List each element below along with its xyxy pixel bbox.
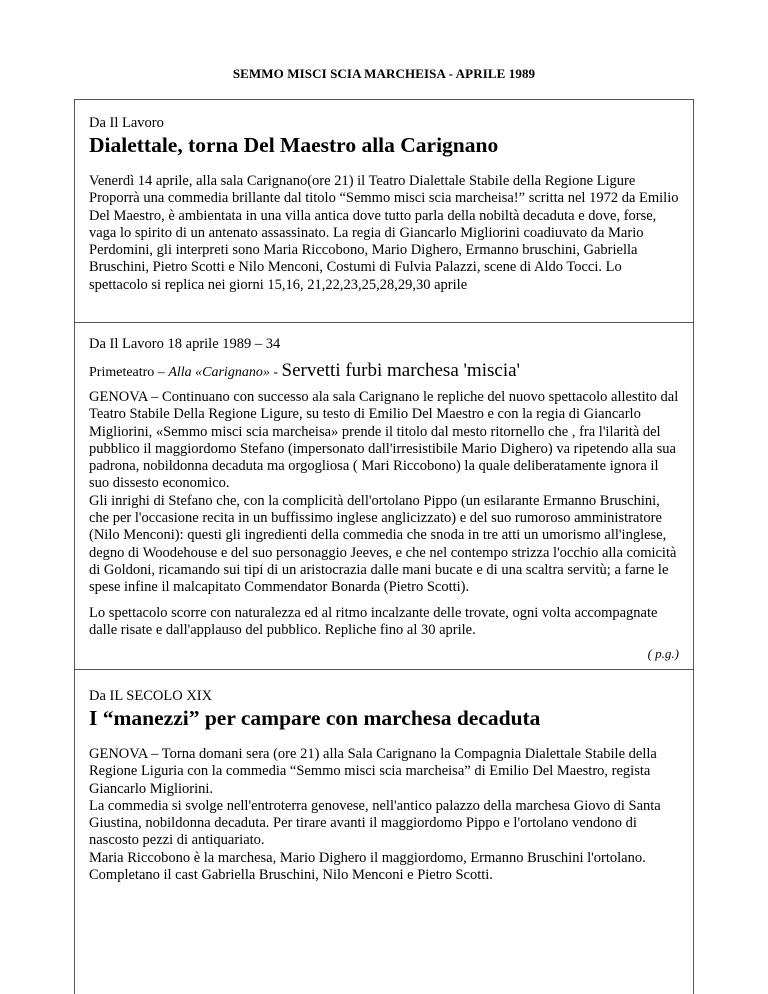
article-paragraph: La commedia si svolge nell'entroterra genovese, nell'antico palazzo della marchesa Giovo di Santa Giustina, nobildonna decaduta. Per tirare avanti il maggiordomo Pippo e l'ortolano vendono di nascosto pezzi di antiquariato. [89, 797, 661, 849]
article-paragraph: Maria Riccobono è la marchesa, Mario Dighero il maggiordomo, Ermanno Bruschini l'ortolano. Completano il cast Gabriella Bruschini, Nilo Menconi e Pietro Scotti. [89, 849, 646, 884]
article-paragraph: Gli inrighi di Stefano che, con la complicità dell'ortolano Pippo (un esilarante Ermanno Bruschini, che per l'occasione recita in un buffissimo inglese anglicizzato) e del suo rumoroso amministratore (Nilo Menconi): questi gli ingredienti della commedia che snoda in tre atti un umorismo all'inglese, degno di Woodehouse e del suo personaggio Jeeves, e che nel contempo strizza l'occhio alla comicità di Goldoni, ricamando sui tipi di un aristocrazia dalle mani bucate e di una scaltra servitù; a farne le spese infine il malcapitato Commendator Bonarda (Pietro Scotti). [89, 492, 677, 596]
kicker-venue: Alla «Carignano» [168, 365, 270, 380]
article-paragraph: Lo spettacolo scorre con naturalezza ed al ritmo incalzante delle trovate, ogni volta accompagnate dalle risate e dall'applauso del pubblico. Repliche fino al 30 aprile. [89, 604, 658, 638]
article-source: Da Il Lavoro [89, 115, 164, 131]
article-paragraph: GENOVA – Torna domani sera (ore 21) alla Sala Carignano la Compagnia Dialettale Stabile della Regione Liguria con la commedia “Semmo misci scia marcheisa” di Emilio Del Maestro, regista Giancarlo Migliorini. [89, 746, 657, 797]
article-kicker [89, 361, 679, 383]
article-signature: ( p.g.) [647, 646, 679, 662]
article-paragraph: Venerdì 14 aprile, alla sala Carignano(ore 21) il Teatro Dialettale Stabile della Regione Ligure Proporrà una commedia brillante dal titolo “Semmo misci scia marcheisa!” scritta nel 1972 da Emilio Del Maestro, è ambientata in una villa antica dove tutto parla della nobiltà decaduta e dove, forse, vaga lo spirito di un antenato assassinato. La regia di Giancarlo Migliorini coadiuvato da Mario Perdomini, gli interpreti sono Maria Riccobono, Mario Dighero, Ermanno bruschini, Gabriella Bruschini, Pietro Scotti e Nilo Menconi, Costumi di Fulvia Palazzi, scene di Aldo Tocci. Lo spettacolo si replica nei giorni 15,16, 21,22,23,25,28,29,30 aprile [89, 173, 679, 293]
article-headline: Dialettale, torna Del Maestro alla Carignano [89, 133, 499, 157]
article-box-1 [74, 99, 694, 322]
kicker-section: Primeteatro – [89, 365, 169, 380]
page-title: SEMMO MISCI SCIA MARCHEISA - APRILE 1989 [232, 66, 536, 81]
article-box-2 [74, 322, 694, 669]
article-headline: Servetti furbi marchesa 'miscia' [281, 360, 520, 381]
article-source: Da IL SECOLO XIX [89, 688, 213, 704]
article-box-3 [74, 669, 694, 994]
article-headline: I “manezzi” per campare con marchesa decaduta [89, 706, 541, 730]
kicker-separator: - [269, 365, 282, 380]
article-paragraph: GENOVA – Continuano con successo ala sala Carignano le repliche del nuovo spettacolo allestito dal Teatro Stabile Della Regione Ligure, su testo di Emilio Del Maestro e con la regia di Giancarlo Migliorini, «Semmo misci scia marcheisa» prende il titolo dal mesto ritornello che , fra l'ilarità del pubblico il maggiordomo Stefano (impersonato dall'irresistibile Mario Dighero) va ripetendo alla sua padrona, nobildonna decaduta ma orgogliosa ( Mari Riccobono) la quale deliberatamente ignora il suo dissesto economico. [89, 389, 679, 492]
article-source: Da Il Lavoro 18 aprile 1989 – 34 [89, 336, 281, 352]
